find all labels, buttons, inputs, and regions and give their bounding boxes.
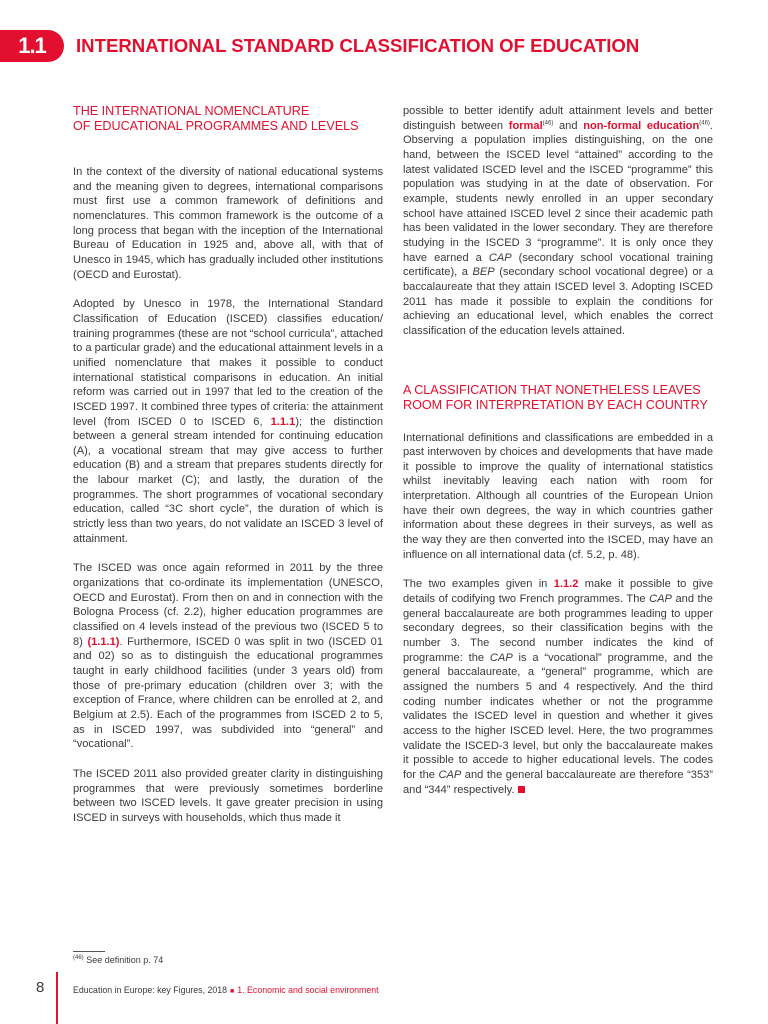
paragraph-text: The two examples given in: [403, 578, 548, 591]
page-title: INTERNATIONAL STANDARD CLASSIFICATION OF EDUCATION: [76, 35, 640, 56]
footnote-mark: (46): [542, 119, 554, 126]
paragraph-text: and: [553, 119, 584, 132]
paragraph-adopted: [73, 297, 383, 546]
paragraph-text: . Observing a population implies distinguishing, on the one hand, between the ISCED level “attained” according to the latest validated ISCED level and the ISCED “programme” this population was studying in at the date of observation. For example, students newly enrolled in an upper secondary school have attained ISCED level 2 since their academic path has been validated in the lower secondary. They are therefore studying in the ISCED 3 “programme”. It is only once they have earned a: [403, 119, 713, 264]
figure-ref-link[interactable]: 1.1.2: [553, 578, 579, 591]
paragraph-text: make it possible to give details of codifying two French programmes. The: [403, 578, 714, 606]
footnote-mark: (46): [73, 955, 84, 961]
page-header: [0, 26, 768, 66]
paragraph-clarity: The ISCED 2011 also provided greater clarity in distinguishing programmes that were previously sometimes borderline between two ISCED levels. It gave greater precision in using ISCED in surveys with households, which thus made it: [73, 767, 383, 824]
paragraph-text: ); the distinction between a general stream intended for continuing education (A), a vocational stream that may give access to further education (B) and a stream that prepares students directly for the labour market (C); and lastly, the duration of the programmes. The short programmes of vocational secondary education, called “3C short cycle”, the duration of which is strictly less than two years, do not validate an ISCED 3 level of attainment.: [73, 415, 383, 545]
paragraph-definitions: International definitions and classifications are embedded in a past interwoven by choices and developments that have made it possible to improve the quality of international statistics whilst inevitably leaving each nation with room for interpretation. Although all countries of the European Union have their own degrees, the way in which countries gather information about these degrees in their surveys, as well as the way they are then converted into the ISCED, may have an influence on all international data (cf. 5.2, p. 48).: [403, 431, 713, 561]
term-cap: CAP: [438, 768, 462, 781]
paragraph-text: . Furthermore, ISCED 0 was split in two (ISCED 01 and 02) so as to distinguish the educational programmes taught in early childhood facilities (under 3 years old) from those of pre-primary education (children over 3; with the exception of France, where children can be enrolled at 2, and Belgium at 2.5). Each of the programmes from ISCED 2 to 5, as in ISCED 1997, was subdivided into “general” and “vocational”.: [73, 635, 383, 751]
paragraph-text: The ISCED was once again reformed in 2011 by the three organizations that co-ordinate its implementation (UNESCO, OECD and Eurostat). From then on and in connection with the Bologna Process (cf. 2.2), higher education programmes are classified on 4 levels instead of the previous two (ISCED 5 to 8): [73, 562, 383, 648]
paragraph-text: (secondary school vocational degree) or a baccalaureate that they attain ISCED level 3. Adopting ISCED 2011 has made it possible to explain the conditions for achieving an educational level, which enables the correct classification of the education levels attained.: [403, 266, 713, 337]
section-heading-line1: A CLASSIFICATION THAT NONETHELESS LEAVES: [403, 382, 701, 397]
bullet-icon: ■: [230, 988, 235, 995]
footnote-divider: [73, 951, 105, 952]
right-column: [403, 104, 713, 797]
figure-ref-link[interactable]: (1.1.1): [87, 635, 120, 648]
term-cap: CAP: [649, 593, 672, 606]
footnote-text: See definition p. 74: [86, 955, 164, 965]
paragraph-text: Adopted by Unesco in 1978, the International Standard Classification of Education (ISCED) classifies education/ training programmes (these are not “school curricula”, attached to a particular grade) and the educational attainment levels in a unified nomenclature that makes it possible to conduct international statistical comparisons in education. An initial reform was carried out in 1997 that led to the creation of the ISCED 1997. It combined three types of criteria: the attainment level (from ISCED 0 to ISCED 6,: [73, 298, 383, 428]
footnote: [73, 955, 163, 965]
footer-publication: Education in Europe: key Figures, 2018: [73, 985, 228, 995]
footer-running-title: [73, 985, 379, 995]
footnote-mark: (46): [699, 119, 710, 126]
term-non-formal: non-formal education: [583, 119, 700, 132]
term-cap: CAP: [489, 651, 513, 664]
paragraph-text: and the general baccalaureate are therefore “353” and “344” respectively.: [403, 768, 713, 796]
figure-ref-link[interactable]: 1.1.1: [270, 415, 296, 428]
term-formal: formal: [508, 119, 543, 132]
section-heading-line2: OF EDUCATIONAL PROGRAMMES AND LEVELS: [73, 119, 359, 133]
left-column: [73, 104, 383, 826]
term-bep: BEP: [472, 266, 495, 279]
section-heading-line2: ROOM FOR INTERPRETATION BY EACH COUNTRY: [403, 397, 708, 412]
footer-chapter: 1. Economic and social environment: [237, 985, 379, 995]
term-cap: CAP: [488, 251, 512, 264]
section-heading-interpretation: [403, 383, 713, 413]
section-number-badge: 1.1: [0, 30, 64, 62]
section-heading-line1: THE INTERNATIONAL NOMENCLATURE: [73, 104, 310, 118]
paragraph-text: (secondary school vocational training certificate), a: [403, 251, 713, 279]
footer-accent-line: [56, 972, 58, 1024]
paragraph-text: is a “vocational” programme, and the general baccalaureate, a “general” programme, which are assigned the numbers 5 and 4 respectively. And the third coding number indicates whether or not the programme validates the ISCED level in question and whether it gives access to the higher ISCED level. Here, the two programmes validate the ISCED-3 level, but only the baccalaureate makes it possible to accede to higher educational levels. The codes for the: [403, 651, 713, 781]
section-heading-nomenclature: [73, 104, 383, 134]
paragraph-examples: [403, 577, 713, 797]
paragraph-text: possible to better identify adult attainment levels and better distinguish between: [403, 105, 713, 132]
paragraph-reform-2011: [73, 561, 383, 752]
page-number: 8: [36, 979, 45, 996]
paragraph-continued: [403, 104, 713, 339]
paragraph-context: In the context of the diversity of national educational systems and the meaning given to degrees, international comparisons must first use a common framework of definitions and nomenclatures. This common framework is the outcome of a long process that began with the inception of the International Bureau of Education in 1925 and, above all, with that of Unesco in 1945, which has gradually included other institutions (OECD and Eurostat).: [73, 166, 383, 281]
end-mark-icon: [518, 786, 525, 793]
paragraph-text: and the general baccalaureate are both programmes leading to upper secondary degrees, so their classification begins with the number 3. The second number indicates the kind of programme: the: [403, 593, 713, 664]
